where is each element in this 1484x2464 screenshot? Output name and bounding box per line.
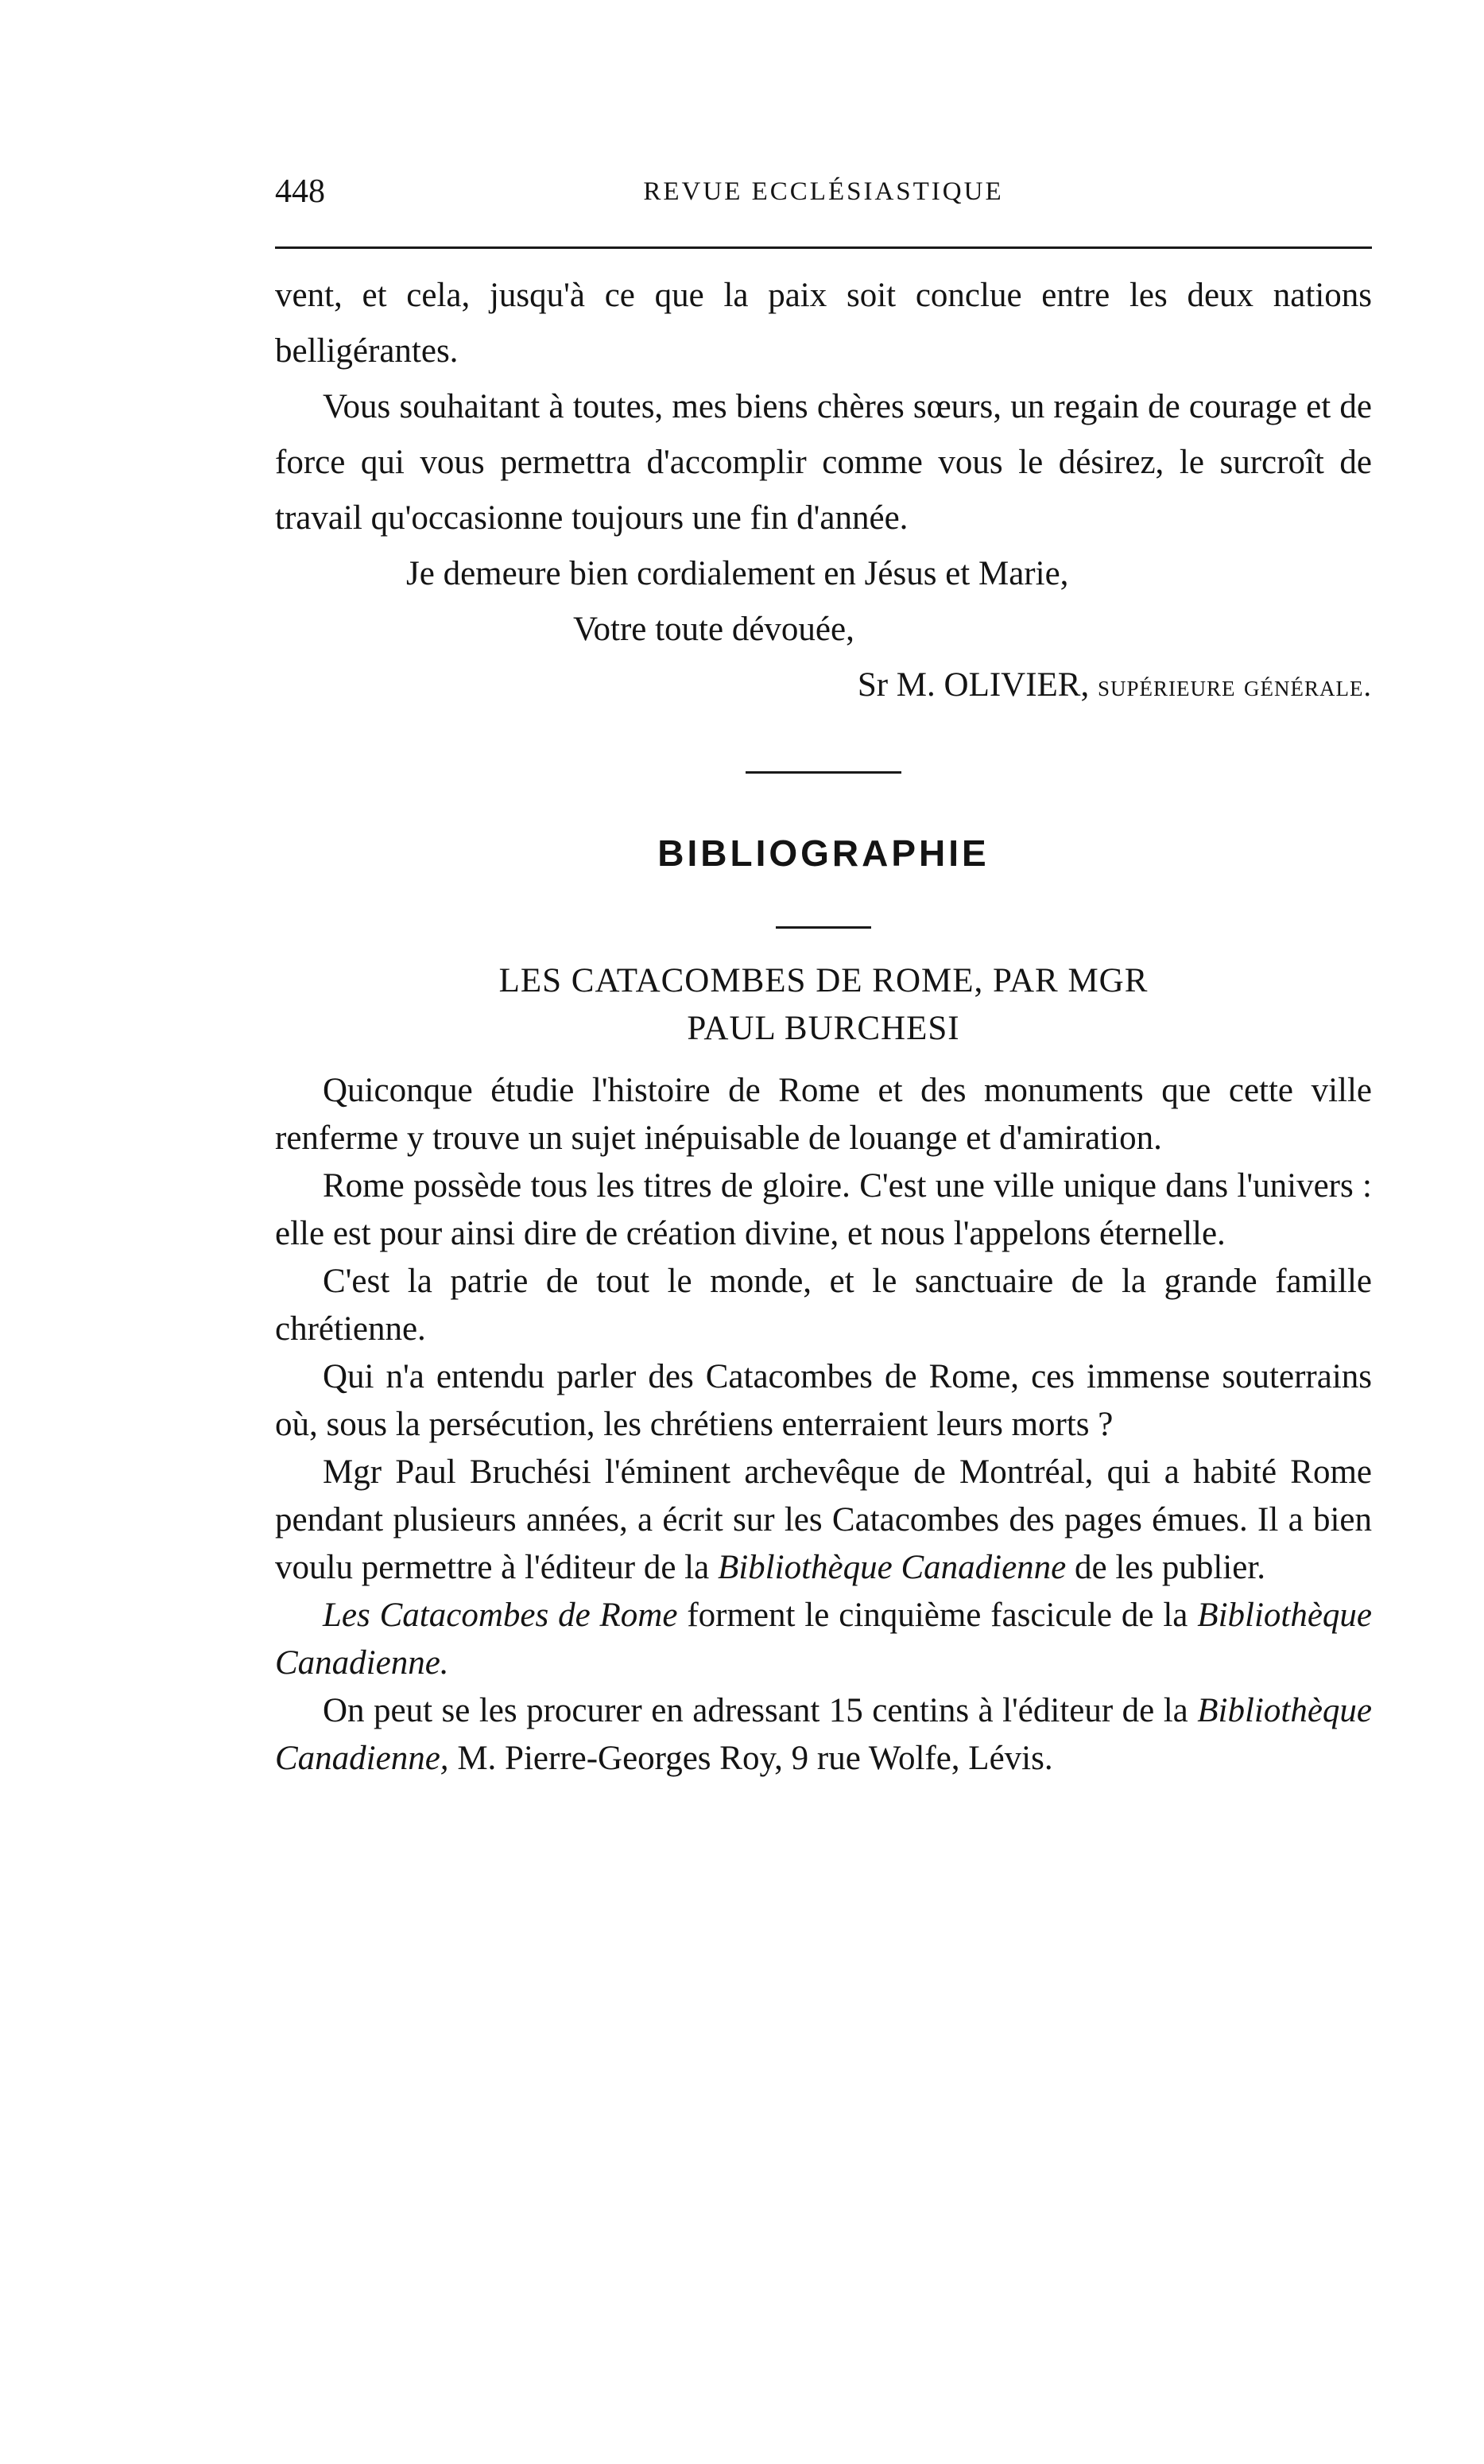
- article-paragraph-4: Qui n'a entendu parler des Catacombes de Rome, ces immense souterrains où, sous la persécution, les chrétiens enterraient leurs morts ?: [275, 1358, 1372, 1443]
- p5-italic-title: Bibliothèque Canadienne: [717, 1549, 1067, 1586]
- article-paragraph-5: [275, 1449, 1372, 1592]
- p7-italic-series: Bibliothèque Canadienne,: [275, 1692, 1372, 1777]
- letter-body: [275, 268, 1372, 714]
- letter-paragraph: Vous souhaitant à toutes, mes biens chères sœurs, un regain de courage et de force qui vous permettra d'accomplir comme vous le désirez, le surcroît de travail qu'occasionne toujours une fin d'année.: [275, 388, 1372, 537]
- signature-name: Sr M. OLIVIER,: [857, 666, 1090, 704]
- article-paragraph-1: Quiconque étudie l'histoire de Rome et des monuments que cette ville renferme y trouve un sujet inépuisable de louange et d'amiration.: [275, 1072, 1372, 1157]
- p5-end: de les publier.: [1075, 1549, 1266, 1586]
- signature-title: supérieure générale.: [1098, 669, 1372, 703]
- page-number: 448: [275, 173, 325, 210]
- article-paragraph-7: [275, 1687, 1372, 1783]
- article-paragraph-2: Rome possède tous les titres de gloire. C'est une ville unique dans l'univers : elle est pour ainsi dire de création divine, et nous l'appelons éternelle.: [275, 1167, 1372, 1252]
- letter-closing: Je demeure bien cordialement en Jésus et Marie,: [406, 555, 1069, 592]
- letter-continuation: vent, et cela, jusqu'à ce que la paix soit conclue entre les deux nations belligérantes.: [275, 277, 1372, 370]
- bibliography-article: [275, 957, 1372, 1783]
- section-divider: [746, 771, 901, 774]
- running-title: REVUE ECCLÉSIASTIQUE: [643, 177, 1004, 206]
- p6-text: forment le cinquième fascicule de la: [687, 1597, 1188, 1634]
- p7-text: On peut se les procurer en adressant 15 centins à l'éditeur de la: [323, 1692, 1188, 1729]
- p7-end: M. Pierre-Georges Roy, 9 rue Wolfe, Lévis.: [457, 1740, 1053, 1777]
- article-paragraph-6: [275, 1592, 1372, 1687]
- p5-text: Mgr Paul Bruchési l'éminent archevêque de Montréal, qui a habité Rome pendant plusieurs années, a écrit sur les Catacombes des pages émues. Il a bien voulu permettre à l'éditeur de la: [275, 1453, 1372, 1586]
- p6-italic-title: Les Catacombes de Rome: [323, 1597, 678, 1634]
- article-paragraph-3: C'est la patrie de tout le monde, et le sanctuaire de la grande famille chrétienne.: [275, 1263, 1372, 1348]
- letter-signature: [275, 658, 1372, 714]
- header-rule: [275, 246, 1372, 249]
- running-header: [275, 163, 1372, 211]
- title-divider: [776, 926, 871, 929]
- letter-valediction: Votre toute dévouée,: [573, 611, 854, 648]
- book-page: [275, 163, 1372, 1783]
- p6-italic-series: Bibliothèque Canadienne.: [275, 1597, 1373, 1682]
- article-title-line2: PAUL BURCHESI: [687, 1010, 960, 1047]
- article-title-line1: LES CATACOMBES DE ROME, PAR MGR: [498, 962, 1149, 999]
- section-title: BIBLIOGRAPHIE: [657, 832, 990, 874]
